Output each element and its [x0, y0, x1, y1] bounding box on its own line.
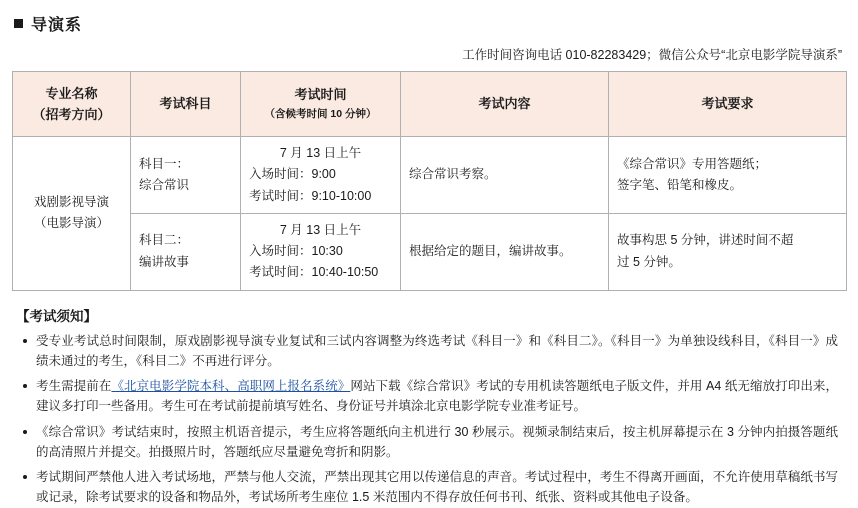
contact-info: 工作时间咨询电话 010-82283429；微信公众号“北京电影学院导演系” — [462, 48, 842, 62]
notice-item: 《综合常识》考试结束时，按照主机语音提示，考生应将答题纸向主机进行 30 秒展示。视频录制结束后，按主机屏幕提示在 3 分钟内拍摄答题纸的高清照片并提交。拍摄照片时，答题纸应尽量避免弯折和阴影。 — [20, 422, 838, 463]
column-header-content — [401, 72, 609, 137]
cell-content-1: 综合常识考察。 — [401, 137, 609, 214]
column-header-time-main: 考试时间 — [294, 87, 347, 103]
column-header-requirement-main: 考试要求 — [701, 96, 754, 112]
notice-item: 受专业考试总时间限制，原戏剧影视导演专业复试和三试内容调整为终选考试《科目一》和《科目二》。《科目一》为单独设线科目，《科目一》成绩未通过的考生，《科目二》不再进行评分。 — [20, 331, 838, 372]
time-2-date: 7 月 13 日上午 — [279, 222, 362, 237]
cell-subject-2 — [131, 213, 241, 290]
cell-requirement-1 — [609, 137, 847, 214]
column-header-time — [241, 72, 401, 137]
cell-requirement-2 — [609, 213, 847, 290]
notice-title: 【考试须知】 — [16, 308, 97, 324]
subject-1-line1: 科目一： — [139, 156, 190, 171]
notice-item — [20, 376, 838, 417]
column-header-subject — [131, 72, 241, 137]
registration-system-link[interactable]: 《北京电影学院本科、高职网上报名系统》 — [111, 379, 351, 393]
notice-item: 考试期间严禁他人进入考试场地，严禁与他人交流，严禁出现其它用以传递信息的声音。考试过程中，考生不得离开画面，不允许使用草稿纸书写或记录，除考试要求的设备和物品外，考试场所考生座位 1.5 米范围内不得存放任何书刊、纸张、资料或其他电子设备。 — [20, 467, 838, 508]
column-header-time-sub: （含候考时间 10 分钟） — [264, 107, 377, 120]
major-name-line2: （电影导演） — [33, 216, 109, 231]
subject-2-line1: 科目二： — [139, 233, 190, 248]
column-header-subject-main: 考试科目 — [159, 96, 212, 112]
requirement-1-line2: 签字笔、铅笔和橡皮。 — [617, 177, 743, 192]
square-bullet-icon — [14, 19, 23, 28]
notice-item-2-post: 网站下载《综合常识》考试的专用机读答题纸电子版文件，并用 A4 纸无缩放打印出来，建议多打印一些备用。考生可在考试前提前填写姓名、身份证号并填涂北京电影学院专业准考证号。 — [36, 379, 838, 414]
major-name-line1: 戏剧影视导演 — [33, 195, 109, 209]
column-header-major-main: 专业名称 — [45, 85, 98, 101]
table-header-row — [13, 72, 847, 137]
subject-1-line2: 综合常识 — [139, 177, 190, 192]
subject-2-line2: 编讲故事 — [139, 254, 190, 269]
notice-list — [12, 331, 846, 508]
cell-major-name — [13, 137, 131, 291]
requirement-1-line1: 《综合常识》专用答题纸； — [617, 156, 768, 171]
cell-time-2 — [241, 213, 401, 290]
column-header-major-sub: （招考方向） — [32, 107, 111, 122]
department-heading — [14, 12, 846, 35]
table-body — [13, 137, 847, 291]
column-header-requirement — [609, 72, 847, 137]
table-header — [13, 72, 847, 137]
column-header-major — [13, 72, 131, 137]
time-2-exam: 考试时间：10:40-10:50 — [249, 265, 379, 280]
requirement-2-line2: 过 5 分钟。 — [617, 254, 681, 269]
time-1-exam: 考试时间：9:10-10:00 — [249, 188, 372, 203]
cell-subject-1 — [131, 137, 241, 214]
time-2-entry: 入场时间：10:30 — [249, 244, 343, 258]
column-header-content-main: 考试内容 — [478, 96, 531, 112]
cell-content-2: 根据给定的题目，编讲故事。 — [401, 213, 609, 290]
page-title: 导演系 — [31, 17, 83, 34]
cell-time-1 — [241, 137, 401, 214]
exam-schedule-table — [12, 71, 847, 291]
time-1-entry: 入场时间：9:00 — [249, 167, 336, 182]
table-row — [13, 137, 847, 214]
table-row — [13, 213, 847, 290]
requirement-2-line1: 故事构思 5 分钟，讲述时间不超 — [617, 233, 794, 248]
notice-item-2-pre: 考生需提前在 — [36, 379, 112, 393]
time-1-date: 7 月 13 日上午 — [279, 146, 362, 160]
